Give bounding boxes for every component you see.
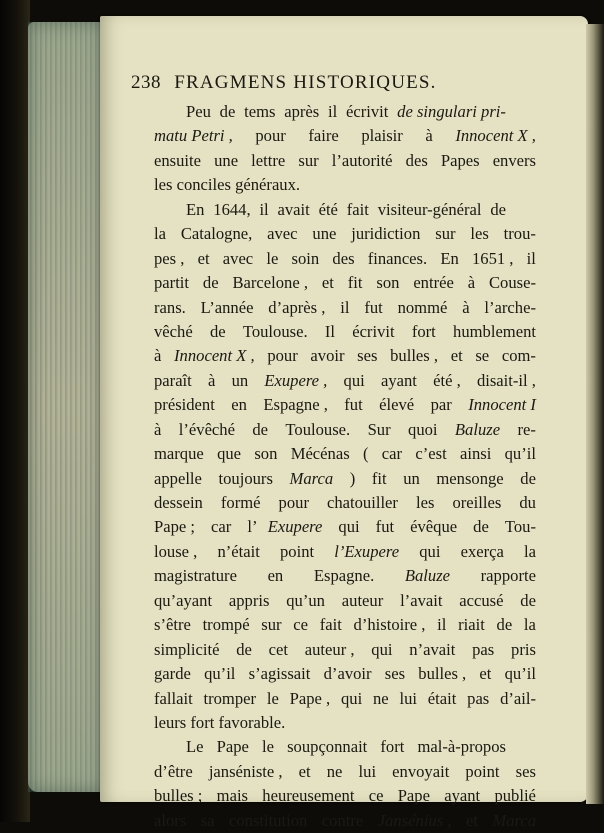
word: qui: [419, 541, 441, 561]
book-fore-edge-right: [586, 24, 604, 804]
word: il: [526, 248, 536, 268]
word: fait: [346, 199, 369, 219]
word: janséniste ,: [208, 761, 283, 781]
text-line: [154, 296, 536, 320]
word: fort: [411, 321, 436, 341]
word: il: [259, 199, 269, 219]
word: avec: [267, 224, 298, 244]
word: fut: [375, 517, 395, 537]
word: contre: [321, 810, 364, 830]
word: et: [197, 248, 210, 268]
word: tromper: [203, 688, 257, 708]
word: les: [470, 224, 489, 244]
word: (: [362, 444, 369, 464]
word: humblement: [453, 321, 536, 341]
book-cover-left: [0, 0, 30, 822]
word: la: [154, 224, 166, 244]
word: une: [312, 224, 337, 244]
word: Pape: [216, 737, 249, 757]
word: l’Exupere: [334, 541, 400, 561]
word: Baluze: [454, 419, 501, 439]
word: Innocent X ,: [455, 126, 536, 146]
word: de: [473, 517, 489, 537]
word: heureusement: [262, 786, 355, 806]
word: des: [332, 248, 355, 268]
word: élevé: [379, 395, 415, 415]
text-line: [154, 613, 536, 637]
word: Exupere ,: [264, 370, 328, 390]
word: et: [479, 664, 492, 684]
word: Espagne ,: [263, 395, 328, 415]
word: pour: [278, 493, 309, 512]
word: toujours: [218, 468, 273, 488]
word: lettre: [251, 150, 286, 170]
word: qu’un: [286, 590, 325, 610]
word: appelle: [154, 468, 202, 488]
word: à: [207, 370, 216, 390]
word: il: [437, 615, 447, 635]
word: bulles ,: [418, 664, 467, 684]
word: faire: [308, 126, 339, 146]
text-line: [170, 100, 506, 124]
word: ne: [326, 761, 343, 781]
word: n’était: [217, 541, 260, 561]
word: qui: [371, 639, 393, 659]
text-line: [154, 515, 536, 539]
word: rapporte: [480, 566, 536, 586]
word: l’autorité: [331, 150, 393, 170]
word: quoi: [408, 419, 438, 439]
word: point: [465, 761, 500, 781]
word: pas: [472, 639, 495, 659]
word: sur: [435, 224, 456, 244]
word: sa: [200, 810, 215, 830]
word: et: [465, 810, 478, 830]
word: qu’il: [504, 664, 536, 684]
word: ne: [372, 688, 389, 708]
word: accusé: [459, 590, 504, 610]
word: auteur ,: [304, 639, 355, 659]
word: le: [266, 248, 279, 268]
word: sur: [298, 150, 319, 170]
text-line: [154, 589, 536, 613]
word: des: [405, 150, 428, 170]
word: de: [496, 615, 513, 635]
word: d’être: [154, 761, 193, 781]
word: mal-à-propos: [417, 737, 506, 757]
word: avait: [277, 199, 310, 219]
word: chatouiller: [327, 493, 398, 512]
word: que: [217, 444, 242, 464]
word: l’: [247, 517, 258, 537]
word: bulles ;: [154, 786, 203, 806]
word: d’ail-: [500, 688, 536, 708]
text-line: [170, 198, 506, 222]
word: de: [219, 102, 236, 121]
word: constitution: [229, 810, 308, 830]
word: Espagne.: [313, 566, 375, 586]
word: Marca: [289, 468, 334, 488]
word: Jansénius ,: [377, 810, 452, 830]
word: qu’il: [204, 664, 236, 684]
word: Marca: [492, 810, 536, 830]
word: re-: [517, 419, 536, 439]
word: soupçonnait: [287, 737, 368, 757]
page-number: 238: [131, 72, 161, 93]
word: visiteur-général: [377, 199, 482, 219]
word: était: [427, 688, 457, 708]
word: et: [321, 273, 334, 293]
word: lui: [358, 761, 377, 781]
page-edges: [28, 22, 104, 792]
text-line: [154, 149, 536, 173]
text-line: [154, 491, 536, 515]
word: oreilles: [452, 493, 502, 512]
text-line: [154, 442, 536, 466]
text-line: [154, 711, 536, 735]
word: son: [254, 444, 278, 464]
word: c’est: [415, 444, 447, 464]
word: riait: [458, 615, 485, 635]
word: bulles ,: [390, 346, 439, 366]
word: lui: [399, 688, 417, 708]
word: en: [267, 566, 284, 586]
word: qu’ayant: [154, 590, 213, 610]
word: ayant: [444, 786, 481, 806]
word: 1644,: [213, 199, 251, 219]
word: de: [520, 590, 536, 610]
word: Innocent I: [468, 395, 536, 415]
word: l’avait: [400, 590, 443, 610]
text-line: [154, 418, 536, 442]
word: à: [154, 419, 162, 439]
word: exerça: [460, 541, 504, 561]
word: car: [381, 444, 403, 464]
word: Toulouse.: [242, 321, 308, 341]
word: nommé: [397, 297, 448, 317]
word: tems: [244, 102, 276, 121]
word: à: [154, 346, 162, 366]
word: finances.: [367, 248, 428, 268]
word: fit: [371, 468, 387, 488]
word: se: [475, 346, 490, 366]
text-line: [154, 784, 536, 808]
word: ses: [384, 664, 406, 684]
word: leurs fort favorable.: [154, 712, 286, 732]
word: fort: [380, 737, 405, 757]
word: du: [519, 493, 536, 512]
word: par: [430, 395, 452, 415]
word: auteur: [341, 590, 384, 610]
word: En: [186, 199, 205, 219]
word: de: [520, 468, 536, 488]
word: appris: [228, 590, 270, 610]
word: le: [262, 737, 274, 757]
word: Mécénas: [290, 444, 350, 464]
word: ensuite: [154, 150, 202, 170]
word: président: [154, 395, 215, 415]
text-line: [154, 320, 536, 344]
word: envoyait: [392, 761, 450, 781]
text-line: [154, 222, 536, 246]
word: rans.: [154, 297, 186, 317]
word: l’arche-: [484, 297, 536, 317]
text-line: [154, 393, 536, 417]
text-line: [154, 271, 536, 295]
word: Innocent X ,: [174, 346, 255, 366]
word: formé: [220, 493, 261, 512]
word: matu Petri ,: [154, 126, 233, 146]
word: après: [284, 102, 320, 121]
text-line: [154, 760, 536, 784]
text-line: [154, 809, 536, 833]
word: qui: [340, 688, 363, 708]
word: pas: [467, 688, 490, 708]
word: fait: [319, 615, 342, 635]
word: Le: [186, 737, 204, 757]
word: à: [462, 297, 470, 317]
word: pour: [267, 346, 298, 366]
word: Tou-: [504, 517, 536, 537]
word: été ,: [433, 370, 461, 390]
word: publié: [494, 786, 536, 806]
word: à: [425, 126, 433, 146]
word: pris: [511, 639, 536, 659]
text-line: [154, 687, 536, 711]
running-title: FRAGMENS HISTORIQUES.: [174, 72, 437, 93]
word: Couse-: [488, 273, 536, 293]
word: les conciles généraux.: [154, 175, 301, 195]
word: s’agissait: [248, 664, 311, 684]
word: d’histoire ,: [353, 615, 426, 635]
word: Pape: [397, 786, 430, 806]
word: disait-il ,: [476, 370, 536, 390]
word: Sur: [367, 419, 391, 439]
word: fut: [364, 297, 383, 317]
word: les: [415, 493, 435, 512]
word: un: [231, 370, 249, 390]
word: Il: [324, 321, 335, 341]
word: car: [211, 517, 232, 537]
word: partit: [154, 273, 190, 293]
text-line: [170, 735, 506, 759]
word: mais: [216, 786, 249, 806]
word: fallait: [154, 688, 193, 708]
word: paraît: [154, 370, 192, 390]
word: trou-: [503, 224, 536, 244]
word: mensonge: [436, 468, 504, 488]
body-text: [154, 100, 536, 833]
word: Baluze: [404, 566, 451, 586]
word: juridiction: [351, 224, 421, 244]
word: point: [280, 541, 315, 561]
word: qui: [338, 517, 360, 537]
text-line: [154, 369, 536, 393]
word: ce: [293, 615, 308, 635]
word: ayant: [380, 370, 417, 390]
word: ce: [368, 786, 384, 806]
word: fut: [344, 395, 363, 415]
word: la: [523, 615, 536, 635]
word: avoir: [310, 346, 345, 366]
word: écrivit: [352, 321, 395, 341]
word: en: [231, 395, 247, 415]
word: marque: [154, 444, 204, 464]
word: 1651 ,: [471, 248, 514, 268]
word: alors: [154, 810, 187, 830]
word: com-: [501, 346, 536, 366]
word: le: [266, 688, 279, 708]
text-line: [154, 344, 536, 368]
word: trompé: [202, 615, 250, 635]
word: son: [376, 273, 400, 293]
word: il: [327, 102, 338, 121]
word: et: [298, 761, 311, 781]
word: plaisir: [361, 126, 403, 146]
word: magistrature: [154, 566, 237, 586]
word: à: [467, 273, 476, 293]
word: pour: [255, 126, 286, 146]
word: de: [209, 321, 226, 341]
text-line: [154, 662, 536, 686]
word: dessein: [154, 493, 203, 512]
word: vêché: [154, 321, 193, 341]
word: Pape ;: [154, 517, 196, 537]
text-line: [154, 564, 536, 588]
word: évêque: [410, 517, 458, 537]
word: d’avoir: [323, 664, 372, 684]
word: qu’il: [504, 444, 536, 464]
text-line: [154, 638, 536, 662]
word: s’être: [154, 615, 191, 635]
word: et: [450, 346, 463, 366]
word: de: [490, 199, 506, 219]
word: ses: [515, 761, 536, 781]
word: une: [214, 150, 239, 170]
word: d’après ,: [268, 297, 326, 317]
text-line: [154, 540, 536, 564]
word: fit: [347, 273, 363, 293]
word: sur: [261, 615, 282, 635]
word: Catalogne,: [180, 224, 253, 244]
word: l’évêché: [178, 419, 235, 439]
word: simplicité: [154, 639, 220, 659]
word: cet: [268, 639, 288, 659]
word: Peu: [186, 102, 211, 121]
word: de: [236, 639, 252, 659]
text-line: [154, 467, 536, 491]
word: de singulari pri-: [397, 102, 506, 121]
word: Barcelone ,: [232, 273, 309, 293]
text-line: [154, 124, 536, 148]
word: de: [252, 419, 269, 439]
word: été: [318, 199, 338, 219]
word: L’année: [200, 297, 254, 317]
word: Exupere: [267, 517, 323, 537]
word: entrée: [413, 273, 454, 293]
word: soin: [291, 248, 320, 268]
word: avec: [222, 248, 254, 268]
word: louse ,: [154, 541, 198, 561]
text-line: [154, 173, 536, 197]
text-line: [154, 247, 536, 271]
running-header: [131, 72, 536, 100]
word: ): [349, 468, 356, 488]
word: n’avait: [409, 639, 456, 659]
word: il: [340, 297, 350, 317]
word: ainsi: [459, 444, 492, 464]
word: la: [524, 541, 536, 561]
word: Papes: [440, 150, 480, 170]
word: envers: [492, 150, 536, 170]
word: pes ,: [154, 248, 185, 268]
word: écrivit: [345, 102, 389, 121]
word: garde: [154, 664, 191, 684]
word: un: [403, 468, 420, 488]
word: ses: [357, 346, 378, 366]
word: qui: [343, 370, 365, 390]
word: Pape ,: [289, 688, 331, 708]
word: Toulouse.: [285, 419, 351, 439]
word: de: [202, 273, 219, 293]
word: En: [440, 248, 459, 268]
